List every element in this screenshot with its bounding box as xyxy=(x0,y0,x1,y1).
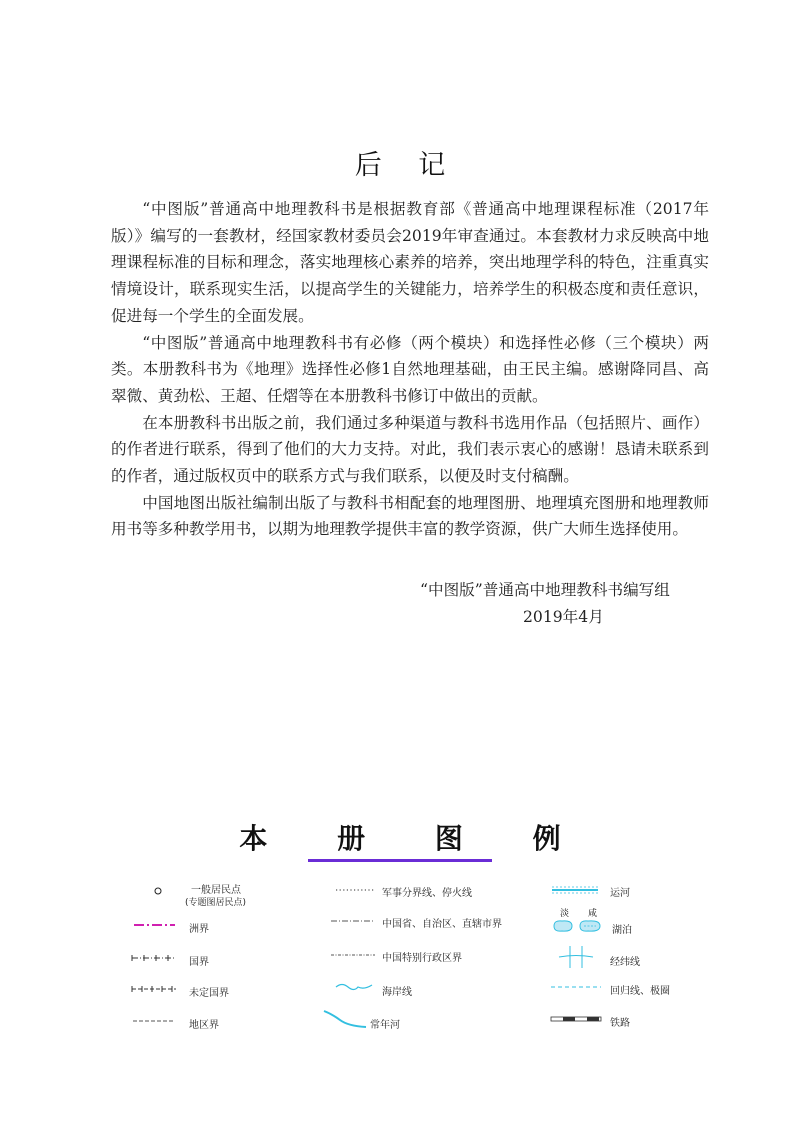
legend-label-province-boundary: 中国省、自治区、直辖市界 xyxy=(382,919,502,930)
lake-fresh-label: 淡 xyxy=(560,909,570,919)
sar-boundary-symbol xyxy=(330,951,376,959)
paragraph: 中国地图出版社编制出版了与教科书相配套的地理图册、地理填充图册和地理教师用书等多种教学用书，以期为地理教学提供丰富的教学资源，供广大师生选择使用。 xyxy=(111,493,709,539)
province-boundary-symbol xyxy=(330,917,376,925)
legend-label-railway: 铁路 xyxy=(610,1018,630,1029)
legend-label-regional-boundary: 地区界 xyxy=(189,1020,219,1031)
legend-label-military-line: 军事分界线、停火线 xyxy=(382,888,472,899)
legend-note-settlement: (专题图居民点) xyxy=(185,898,247,908)
legend-label-perennial-river: 常年河 xyxy=(370,1020,400,1031)
paragraph: “中图版”普通高中地理教科书是根据教育部《普通高中地理课程标准（2017年版）》编写的一套教材，经国家教材委员会2019年审查通过。本套教材力求反映高中地理课程标准的目标和理念，落实地理核心素养的培养，突出地理学科的特色，注重真实情境设计，联系现实生活，以提高学生的关键能力，培养学生的积极态度和责任意识，促进每一个学生的全面发展。 xyxy=(111,200,709,325)
graticule-symbol xyxy=(558,945,594,969)
legend-label-coastline: 海岸线 xyxy=(382,987,412,998)
lake-salt-label: 咸 xyxy=(588,909,598,919)
military-line-symbol xyxy=(335,886,375,894)
legend-label-tropic-polar: 回归线、极圈 xyxy=(610,986,670,997)
legend-label-national-boundary: 国界 xyxy=(189,957,209,968)
canal-symbol xyxy=(550,885,600,895)
legend-label-settlement: 一般居民点 xyxy=(191,885,241,896)
tropic-polar-symbol xyxy=(550,983,602,991)
legend-label-undefined-boundary: 未定国界 xyxy=(189,988,229,999)
date: 2019年4月 xyxy=(523,608,604,626)
perennial-river-symbol xyxy=(322,1008,368,1030)
lake-symbol xyxy=(550,917,606,935)
legend-title: 本 册 图 例 xyxy=(239,822,591,855)
paragraph: 在本册教科书出版之前，我们通过多种渠道与教科书选用作品（包括照片、画作）的作者进行联系，得到了他们的大力支持。对此，我们表示衷心的感谢！恳请未联系到的作者，通过版权页中的联系方式与我们联系，以便及时支付稿酬。 xyxy=(111,413,709,486)
legend-label-lake: 湖泊 xyxy=(612,925,632,936)
continent-boundary-symbol xyxy=(132,920,177,930)
railway-symbol xyxy=(550,1014,602,1024)
legend-label-continent-boundary: 洲界 xyxy=(189,924,209,935)
coastline-symbol xyxy=(334,980,374,994)
signature: “中图版”普通高中地理教科书编写组 xyxy=(420,581,670,599)
legend-label-canal: 运河 xyxy=(610,888,630,899)
regional-boundary-symbol xyxy=(131,1017,177,1025)
national-boundary-symbol xyxy=(130,952,178,964)
legend-label-graticule: 经纬线 xyxy=(610,957,640,968)
undefined-boundary-symbol xyxy=(130,983,178,995)
afterword-body xyxy=(111,196,709,543)
afterword-title: 后 记 xyxy=(354,150,460,181)
legend-underline xyxy=(308,859,492,862)
paragraph: “中图版”普通高中地理教科书有必修（两个模块）和选择性必修（三个模块）两类。本册教科书为《地理》选择性必修1自然地理基础，由王民主编。感谢降同昌、高翠微、黄劲松、王超、任熠等在本册教科书修订中做出的贡献。 xyxy=(111,333,709,405)
legend-label-sar-boundary: 中国特别行政区界 xyxy=(382,953,462,964)
settlement-symbol xyxy=(152,885,164,897)
